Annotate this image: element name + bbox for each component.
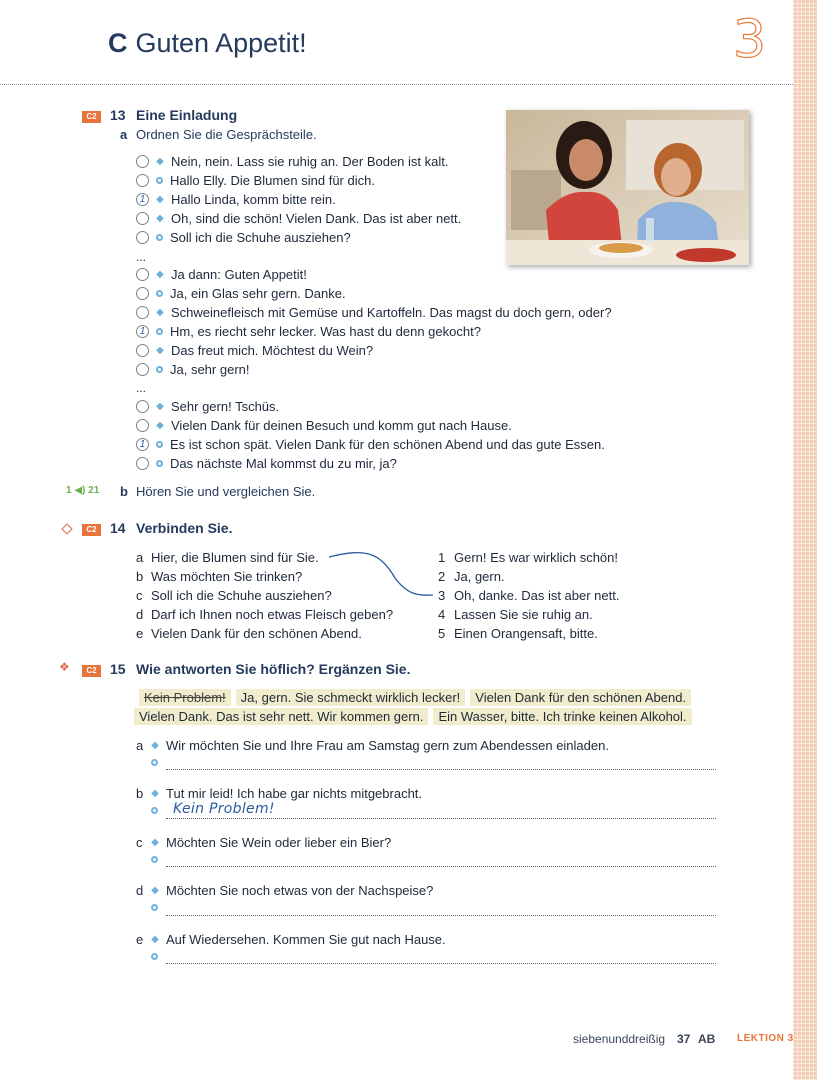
question-row	[136, 736, 609, 754]
dialogue-line	[136, 397, 279, 416]
speaker-ring-icon	[156, 234, 163, 241]
order-number-circle[interactable]	[136, 231, 149, 244]
speaker-ring-icon	[156, 177, 163, 184]
dialogue-line	[136, 416, 512, 435]
answer-marker	[150, 899, 165, 917]
speaker-ring-icon	[156, 328, 163, 335]
speaker-ring-icon	[151, 953, 158, 960]
match-right-item[interactable]	[438, 548, 619, 567]
exercise-title: Eine Einladung	[136, 107, 238, 123]
dinner-photo	[506, 110, 749, 265]
question-text: Wir möchten Sie und Ihre Frau am Samstag gern zum Abendessen einladen.	[166, 737, 609, 753]
decorative-edge-strip	[793, 0, 817, 1080]
question-text: Möchten Sie Wein oder lieber ein Bier?	[166, 834, 392, 850]
instruction: Ordnen Sie die Gesprächsteile.	[136, 127, 317, 142]
speaker-ring-icon	[151, 904, 158, 911]
match-right-item[interactable]	[438, 624, 619, 643]
exercise-number: 15	[110, 661, 126, 677]
answer-marker	[150, 753, 165, 771]
sub-exercise-letter: a	[120, 127, 128, 142]
book-label: AB	[698, 1032, 716, 1046]
item-letter: e	[136, 626, 144, 641]
order-number-circle[interactable]	[136, 287, 149, 300]
speaker-ring-icon	[156, 441, 163, 448]
speaker-diamond-icon: ◆	[156, 269, 164, 280]
order-number-circle[interactable]: 1	[136, 438, 149, 451]
dialogue-line	[136, 284, 346, 303]
item-number: 5	[438, 626, 446, 641]
dialogue-text: Soll ich die Schuhe ausziehen?	[170, 230, 351, 245]
question-letter: e	[136, 931, 144, 947]
item-text: Darf ich Ihnen noch etwas Fleisch geben?	[151, 607, 394, 622]
item-text: Was möchten Sie trinken?	[151, 569, 303, 584]
instruction: Hören Sie und vergleichen Sie.	[136, 484, 316, 499]
dialogue-text: Hallo Elly. Die Blumen sind für dich.	[170, 173, 375, 188]
speaker-diamond-icon: ◆	[156, 401, 164, 412]
item-number: 4	[438, 607, 446, 622]
speaker-ring-icon	[151, 807, 158, 814]
ellipsis: ...	[136, 381, 147, 395]
level-tag: C2	[82, 111, 101, 123]
order-number-circle[interactable]	[136, 155, 149, 168]
speaker-ring-icon	[156, 460, 163, 467]
item-text: Gern! Es war wirklich schön!	[454, 550, 618, 565]
answer-marker	[150, 850, 165, 868]
handwritten-answer: Kein Problem!	[173, 800, 275, 817]
speaker-diamond-icon: ◆	[151, 933, 159, 945]
item-text: Einen Orangensaft, bitte.	[454, 626, 598, 641]
matching-connector-line	[325, 548, 435, 608]
page-title: C Guten Appetit!	[108, 28, 307, 58]
exercise-number: 13	[110, 107, 126, 123]
dialogue-line	[136, 171, 375, 190]
speaker-ring-icon	[151, 759, 158, 766]
order-number-circle[interactable]	[136, 457, 149, 470]
dialogue-text: Oh, sind die schön! Vielen Dank. Das ist aber nett.	[171, 211, 462, 226]
order-number-circle[interactable]	[136, 363, 149, 376]
dialogue-text: Ja, sehr gern!	[170, 362, 250, 377]
question-letter: a	[136, 737, 144, 753]
word-bank-chip: Vielen Dank für den schönen Abend.	[470, 689, 691, 706]
question-text: Auf Wiedersehen. Kommen Sie gut nach Hause.	[166, 931, 446, 947]
word-bank-chip: Ein Wasser, bitte. Ich trinke keinen Alkohol.	[433, 708, 691, 725]
exercise-title: Wie antworten Sie höflich? Ergänzen Sie.	[136, 661, 411, 677]
answer-line[interactable]	[166, 915, 716, 916]
speaker-diamond-icon: ◆	[156, 420, 164, 431]
match-right-item[interactable]	[438, 586, 619, 605]
word-bank-chip: Kein Problem!	[139, 689, 231, 706]
question-text: Möchten Sie noch etwas von der Nachspeise?	[166, 883, 434, 898]
item-text: Lassen Sie sie ruhig an.	[454, 607, 593, 622]
dialogue-line	[136, 152, 448, 171]
item-number: 2	[438, 569, 446, 584]
speaker-ring-icon	[156, 366, 163, 373]
question-letter: d	[136, 883, 144, 898]
lesson-label: LEKTION 3	[737, 1033, 794, 1044]
dialogue-line	[136, 265, 307, 284]
question-letter: b	[136, 786, 144, 801]
dialogue-text: Es ist schon spät. Vielen Dank für den schönen Abend und das gute Essen.	[170, 437, 605, 452]
question-letter: c	[136, 834, 143, 850]
dialogue-text: Das nächste Mal kommst du zu mir, ja?	[170, 456, 397, 471]
dialogue-line	[136, 360, 250, 379]
order-number-circle[interactable]	[136, 174, 149, 187]
word-bank-chip: Ja, gern. Sie schmeckt wirklich lecker!	[236, 689, 466, 706]
dialogue-line	[136, 303, 612, 322]
answer-marker	[150, 802, 165, 820]
dialogue-text: Ja dann: Guten Appetit!	[171, 267, 307, 282]
order-number-circle[interactable]	[136, 268, 149, 281]
item-text: Hier, die Blumen sind für Sie.	[151, 550, 319, 565]
page-word: siebenunddreißig	[573, 1032, 666, 1046]
order-number-circle[interactable]	[136, 344, 149, 357]
dialogue-line	[136, 322, 481, 341]
dialogue-line	[136, 228, 351, 247]
item-text: Soll ich die Schuhe ausziehen?	[151, 588, 332, 603]
speaker-ring-icon	[156, 290, 163, 297]
answer-marker	[150, 947, 165, 965]
question-text: Tut mir leid! Ich habe gar nichts mitgebracht.	[166, 786, 423, 801]
item-letter: b	[136, 569, 144, 584]
order-number-circle[interactable]	[136, 419, 149, 432]
word-bank	[134, 689, 692, 727]
dialogue-text: Hm, es riecht sehr lecker. Was hast du denn gekocht?	[170, 324, 481, 339]
speaker-diamond-icon: ◆	[156, 345, 164, 356]
audio-track-indicator[interactable]: 1 ◀) 21	[66, 485, 100, 496]
speaker-diamond-icon: ◆	[156, 213, 164, 224]
ellipsis: ...	[136, 250, 147, 264]
exercise-title: Verbinden Sie.	[136, 520, 233, 536]
speaker-diamond-icon: ◆	[156, 307, 164, 318]
speaker-icon: ◀)	[74, 485, 86, 496]
speaker-diamond-icon: ◆	[156, 194, 164, 205]
order-number-circle[interactable]	[136, 306, 149, 319]
question-row	[136, 882, 433, 900]
dialogue-text: Nein, nein. Lass sie ruhig an. Der Boden ist kalt.	[171, 154, 449, 169]
answer-line[interactable]	[166, 963, 716, 964]
header-divider	[0, 84, 793, 85]
sub-exercise-letter: b	[120, 484, 128, 499]
match-left-item[interactable]	[136, 624, 393, 643]
speaker-diamond-icon: ◆	[151, 836, 159, 848]
match-right-item[interactable]	[438, 567, 619, 586]
order-number-circle[interactable]	[136, 212, 149, 225]
level-tag: C2	[82, 524, 101, 536]
chapter-number: 3	[733, 10, 767, 70]
dialogue-line	[136, 435, 605, 454]
difficulty-diamonds-icon: ❖	[59, 660, 70, 674]
item-text: Ja, gern.	[454, 569, 505, 584]
item-number: 3	[438, 588, 446, 603]
dialogue-text: Schweinefleisch mit Gemüse und Kartoffeln. Das magst du doch gern, oder?	[171, 305, 612, 320]
answer-line[interactable]	[166, 866, 716, 867]
question-row	[136, 930, 446, 948]
speaker-ring-icon	[151, 856, 158, 863]
dialogue-text: Sehr gern! Tschüs.	[171, 399, 280, 414]
order-number-circle[interactable]: 1	[136, 325, 149, 338]
dialogue-text: Hallo Linda, komm bitte rein.	[171, 192, 336, 207]
dialogue-line	[136, 209, 461, 228]
item-letter: c	[136, 588, 143, 603]
order-number-circle[interactable]: 1	[136, 193, 149, 206]
item-text: Oh, danke. Das ist aber nett.	[454, 588, 620, 603]
dialogue-text: Vielen Dank für deinen Besuch und komm gut nach Hause.	[171, 418, 512, 433]
dialogue-line	[136, 341, 373, 360]
item-number: 1	[438, 550, 446, 565]
dialogue-line	[136, 454, 397, 473]
speaker-diamond-icon: ◆	[156, 156, 164, 167]
speaker-diamond-icon: ◆	[151, 885, 159, 896]
item-letter: d	[136, 607, 144, 622]
word-bank-chip: Vielen Dank. Das ist sehr nett. Wir kommen gern.	[134, 708, 428, 725]
answer-line[interactable]	[166, 818, 716, 819]
dialogue-text: Das freut mich. Möchtest du Wein?	[171, 343, 374, 358]
dialogue-text: Ja, ein Glas sehr gern. Danke.	[170, 286, 346, 301]
speaker-diamond-icon: ◆	[151, 739, 159, 751]
item-letter: a	[136, 550, 144, 565]
difficulty-diamond-icon	[61, 523, 72, 534]
exercise-number: 14	[110, 520, 126, 536]
question-row	[136, 833, 391, 851]
speaker-diamond-icon: ◆	[151, 788, 159, 799]
dialogue-line	[136, 190, 336, 209]
level-tag: C2	[82, 665, 101, 677]
order-number-circle[interactable]	[136, 400, 149, 413]
match-right-item[interactable]	[438, 605, 619, 624]
item-text: Vielen Dank für den schönen Abend.	[151, 626, 362, 641]
answer-line[interactable]	[166, 769, 716, 770]
page-number: 37	[677, 1032, 691, 1046]
